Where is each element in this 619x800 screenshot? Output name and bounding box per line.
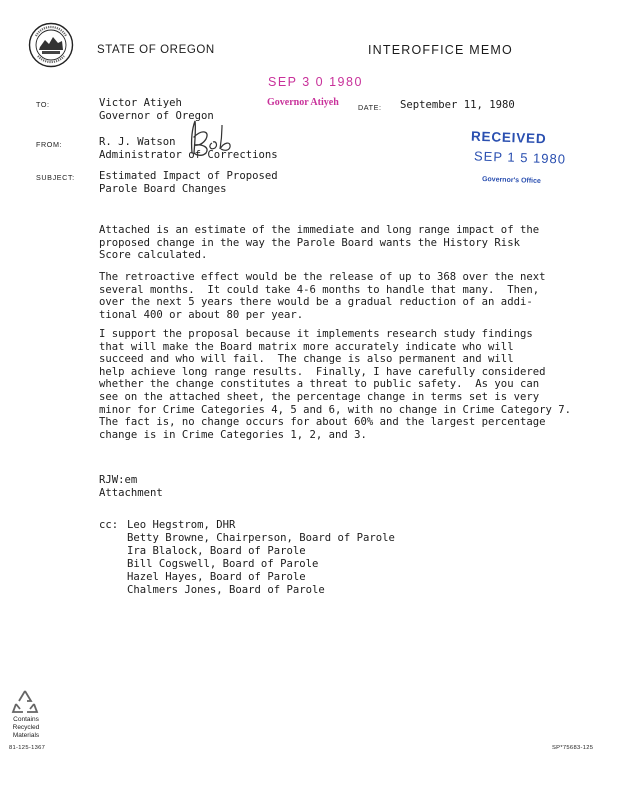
typist-initials: RJW:em — [99, 474, 138, 486]
date-received-stamp: SEP 3 0 1980 — [268, 75, 363, 89]
subject-label: SUBJECT: — [36, 173, 75, 182]
received-stamp-office: Governor's Office — [481, 175, 541, 186]
to-name: Victor Atiyeh — [99, 97, 182, 109]
subject-line-1: Estimated Impact of Proposed — [99, 170, 278, 182]
state-seal-icon — [28, 22, 74, 68]
received-stamp-date: SEP 1 5 1980 — [473, 148, 567, 167]
date-label: DATE: — [358, 103, 382, 112]
cc-recipient: Betty Browne, Chairperson, Board of Parole — [127, 532, 395, 544]
recycled-line: Contains — [13, 716, 39, 723]
recycled-line: Materials — [12, 732, 40, 739]
body-paragraph-3: I support the proposal because it implements research study findings that will make the Board matrix more accurately indicate who will succeed and who will fail. The change is also permanent and will help achieve long range results. Finally, I have carefully considered whether the change constitutes a threat to public safety. As you can see on the attached sheet, the percentage change in terms set is very minor for Crime Categories 4, 5 and 6, with no change in Crime Category 7. The fact is, no change occurs for about 60% and the largest percentage change is in Crime Categories 1, 2, and 3. — [99, 328, 571, 441]
cc-recipient: Ira Blalock, Board of Parole — [127, 545, 306, 557]
cc-recipient: Bill Cogswell, Board of Parole — [127, 558, 319, 570]
body-paragraph-2: The retroactive effect would be the release of up to 368 over the next several months. It could take 4-6 months to handle that many. Then, over the next 5 years there would be a gradual reduction of an addi- tional 400 or about 80 per year. — [99, 271, 546, 321]
form-number-right: SP*75683-125 — [552, 745, 594, 751]
received-stamp: RECEIVED — [470, 128, 547, 147]
to-label: TO: — [36, 100, 50, 109]
state-heading: STATE OF OREGON — [97, 44, 215, 56]
memo-type-heading: INTEROFFICE MEMO — [368, 43, 513, 57]
subject-line-2: Parole Board Changes — [99, 183, 227, 195]
to-title: Governor of Oregon — [99, 110, 214, 122]
handwritten-signature — [186, 117, 244, 157]
from-name: R. J. Watson — [99, 136, 176, 148]
from-title: Administrator of Corrections — [99, 149, 278, 161]
form-number-left: 81-125-1367 — [9, 745, 46, 751]
cc-label: cc: — [99, 519, 119, 531]
recycle-icon — [10, 688, 40, 716]
cc-recipient: Leo Hegstrom, DHR — [127, 519, 236, 531]
date-value: September 11, 1980 — [400, 99, 515, 111]
from-label: FROM: — [36, 140, 63, 149]
recycled-materials-note — [9, 716, 43, 740]
recycled-line: Recycled — [12, 724, 40, 731]
cc-recipient: Hazel Hayes, Board of Parole — [127, 571, 306, 583]
body-paragraph-1: Attached is an estimate of the immediate and long range impact of the proposed change in the way the Parole Board wants the History Risk Score calculated. — [99, 224, 540, 262]
governor-stamp: Governor Atiyeh — [267, 97, 339, 108]
attachment-note: Attachment — [99, 487, 163, 499]
cc-recipient: Chalmers Jones, Board of Parole — [127, 584, 325, 596]
